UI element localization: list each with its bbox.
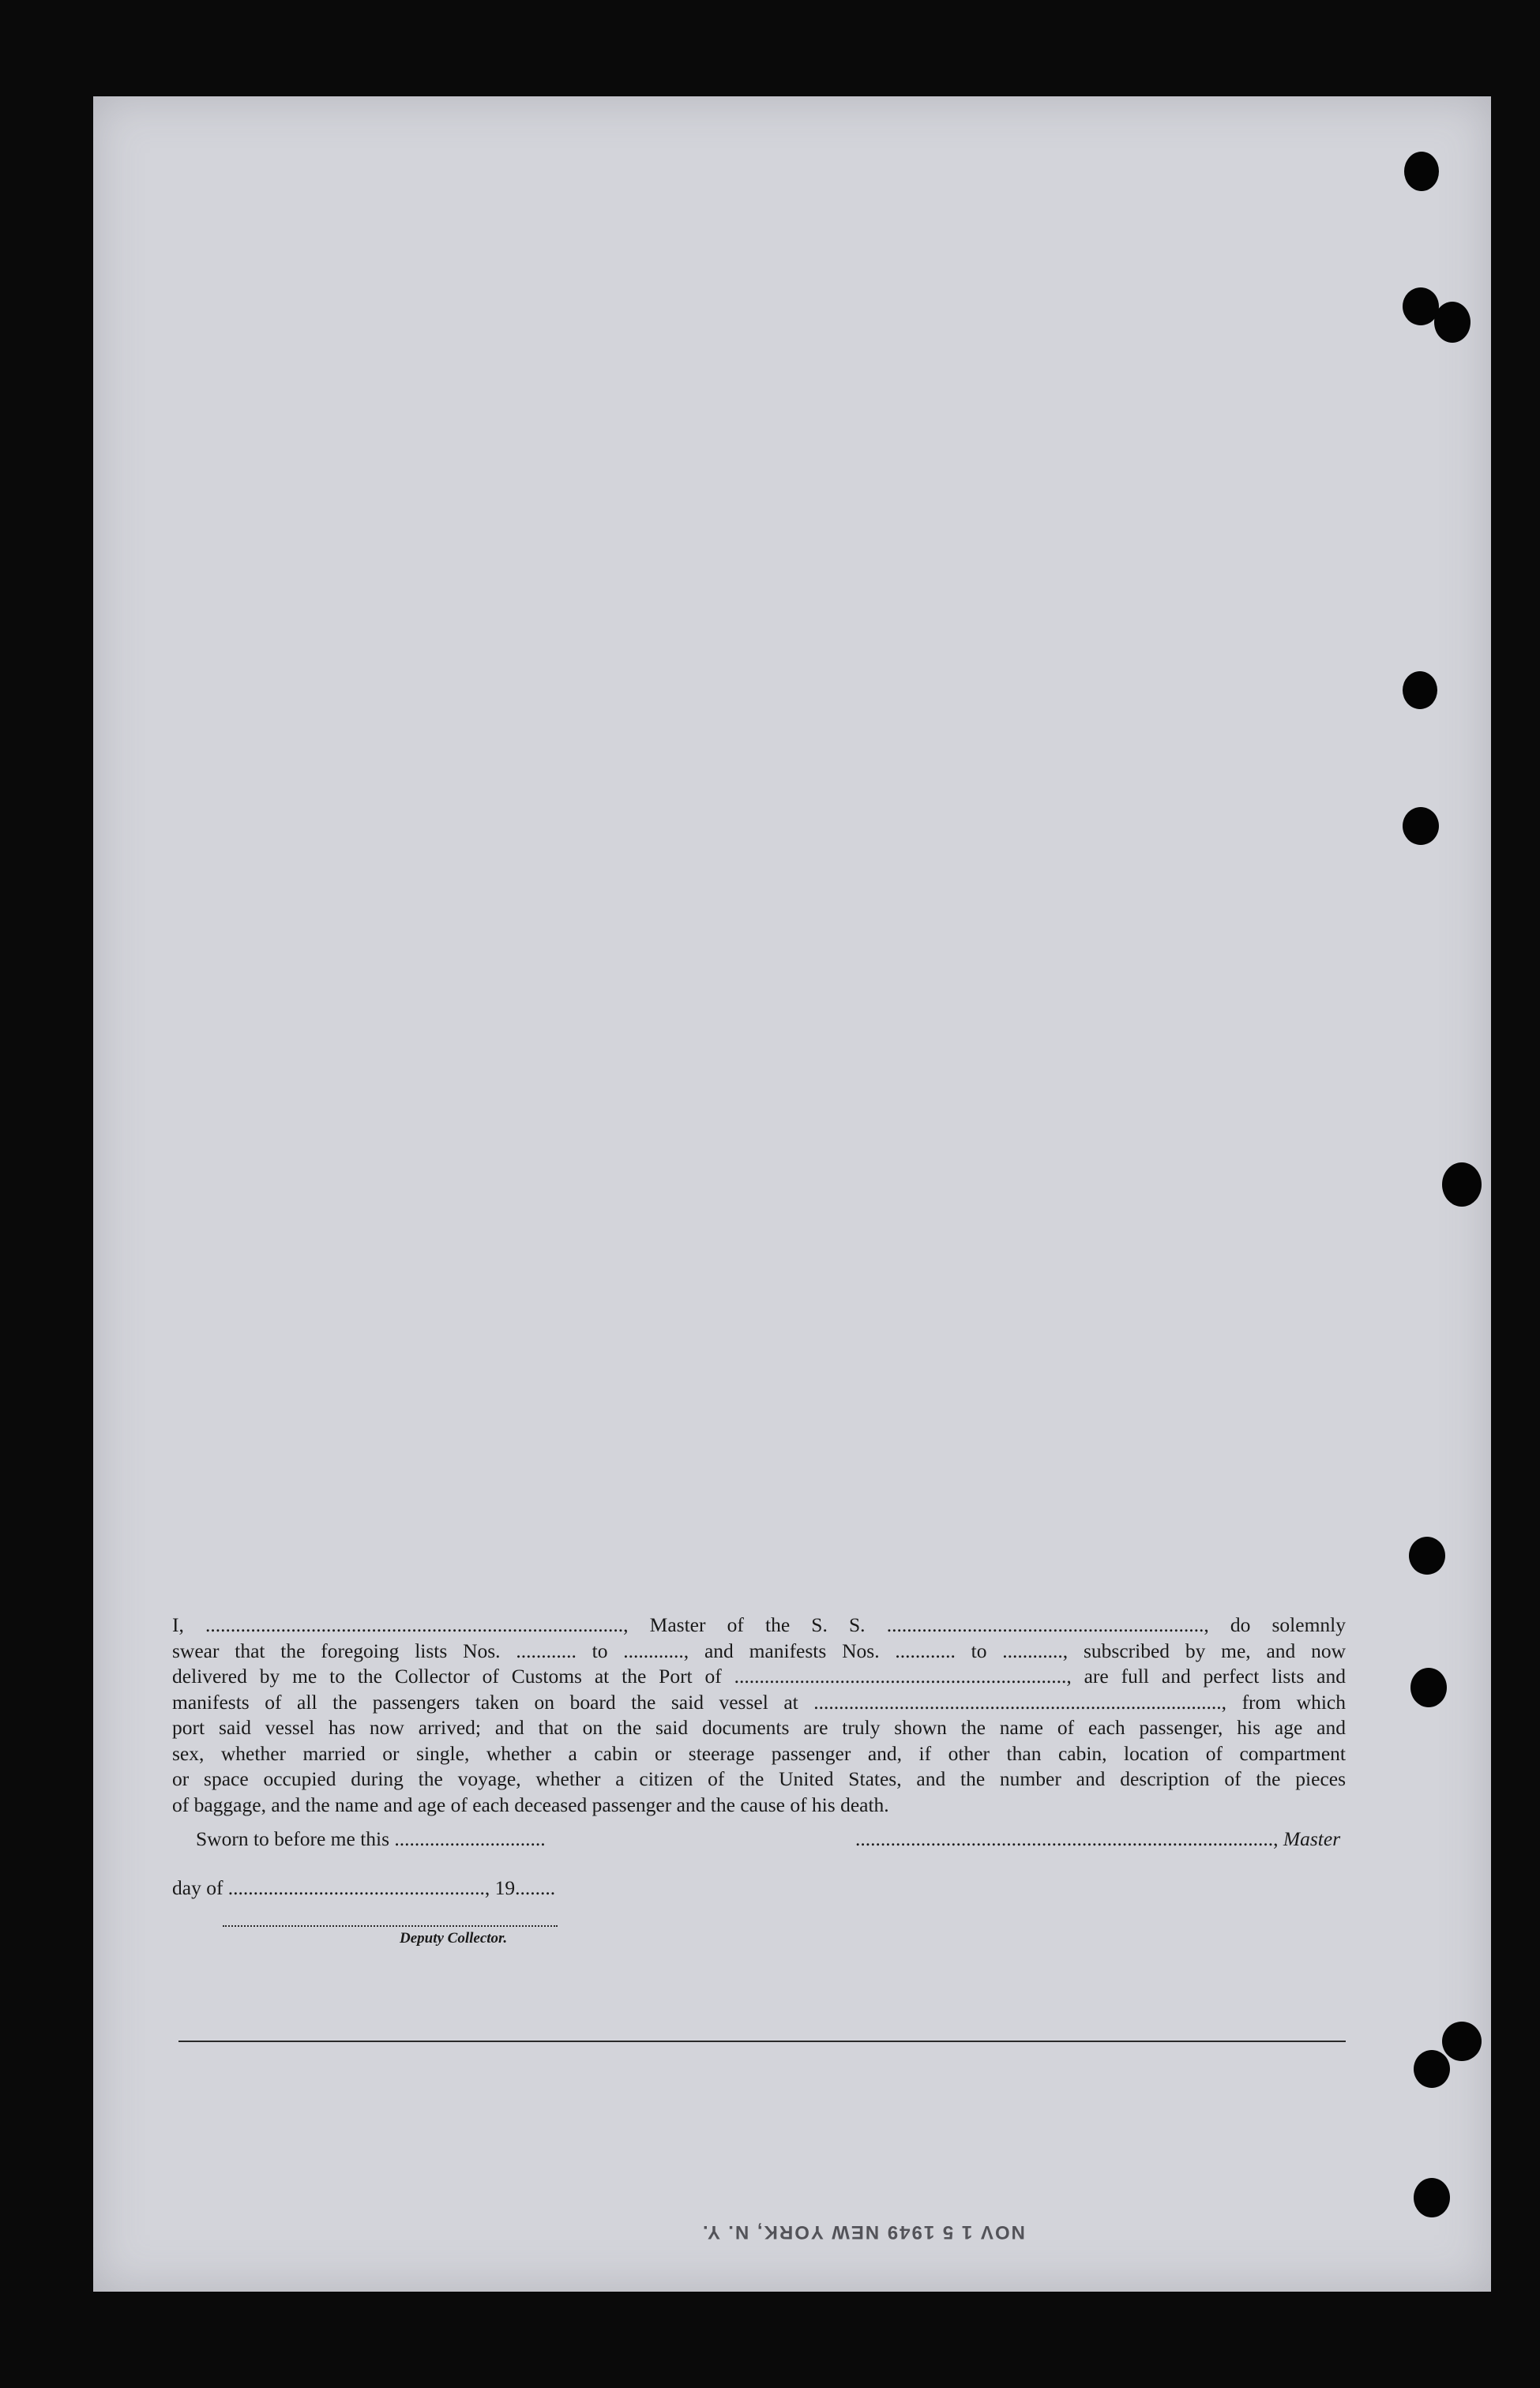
oath-line-3: delivered by me to the Collector of Customs at the Port of .................................................................., are full and perfect lists and [172, 1665, 1346, 1688]
deputy-collector-signature-line [223, 1925, 558, 1927]
punch-hole-10 [1414, 2050, 1450, 2088]
master-signature-line [855, 1827, 1340, 1851]
bleed-through-header [330, 160, 340, 186]
oath-line-7: or space occupied during the voyage, whether a citizen of the United States, and the number and description of the pieces [172, 1767, 1346, 1790]
punch-hole-1 [1404, 152, 1439, 191]
punch-hole-8 [1410, 1668, 1447, 1707]
punch-hole-6 [1442, 1162, 1482, 1207]
manifest-back-page [93, 96, 1491, 2292]
punch-hole-5 [1403, 807, 1439, 845]
deputy-collector-label: Deputy Collector. [400, 1930, 508, 1947]
date-stamp: NOV 1 5 1949 NEW YORK, N. Y. [701, 2221, 1025, 2243]
sworn-line: Sworn to before me this .............................. [196, 1827, 546, 1850]
oath-line-2: swear that the foregoing lists Nos. ............ to ............, and manifests Nos. ............ to ............, subscribed by me, and now [172, 1639, 1346, 1662]
master-label: Master [1283, 1827, 1341, 1850]
master-signature-dots: ..................................................................................., [855, 1827, 1283, 1850]
oath-line-8: of baggage, and the name and age of each deceased passenger and the cause of his death. [172, 1793, 889, 1816]
bottom-rule [178, 2041, 1346, 2042]
punch-hole-11 [1414, 2178, 1450, 2217]
punch-hole-7 [1409, 1537, 1445, 1575]
masters-oath-paragraph [172, 1613, 1346, 1818]
punch-hole-3 [1434, 302, 1471, 343]
oath-line-4: manifests of all the passengers taken on board the said vessel at ................................................................................., from which [172, 1690, 1346, 1714]
oath-line-6: sex, whether married or single, whether a cabin or steerage passenger and, if other than cabin, location of compartment [172, 1741, 1346, 1765]
oath-line-5: port said vessel has now arrived; and that on the said documents are truly shown the name of each passenger, his age and [172, 1716, 1346, 1739]
punch-hole-4 [1403, 671, 1437, 709]
day-of-line: day of ..................................................., 19........ [172, 1876, 556, 1899]
punch-hole-9 [1442, 2022, 1482, 2061]
oath-line-1: I, ..................................................................................., Master of the S. S. ..............................................................., do solemnly [172, 1613, 1346, 1636]
